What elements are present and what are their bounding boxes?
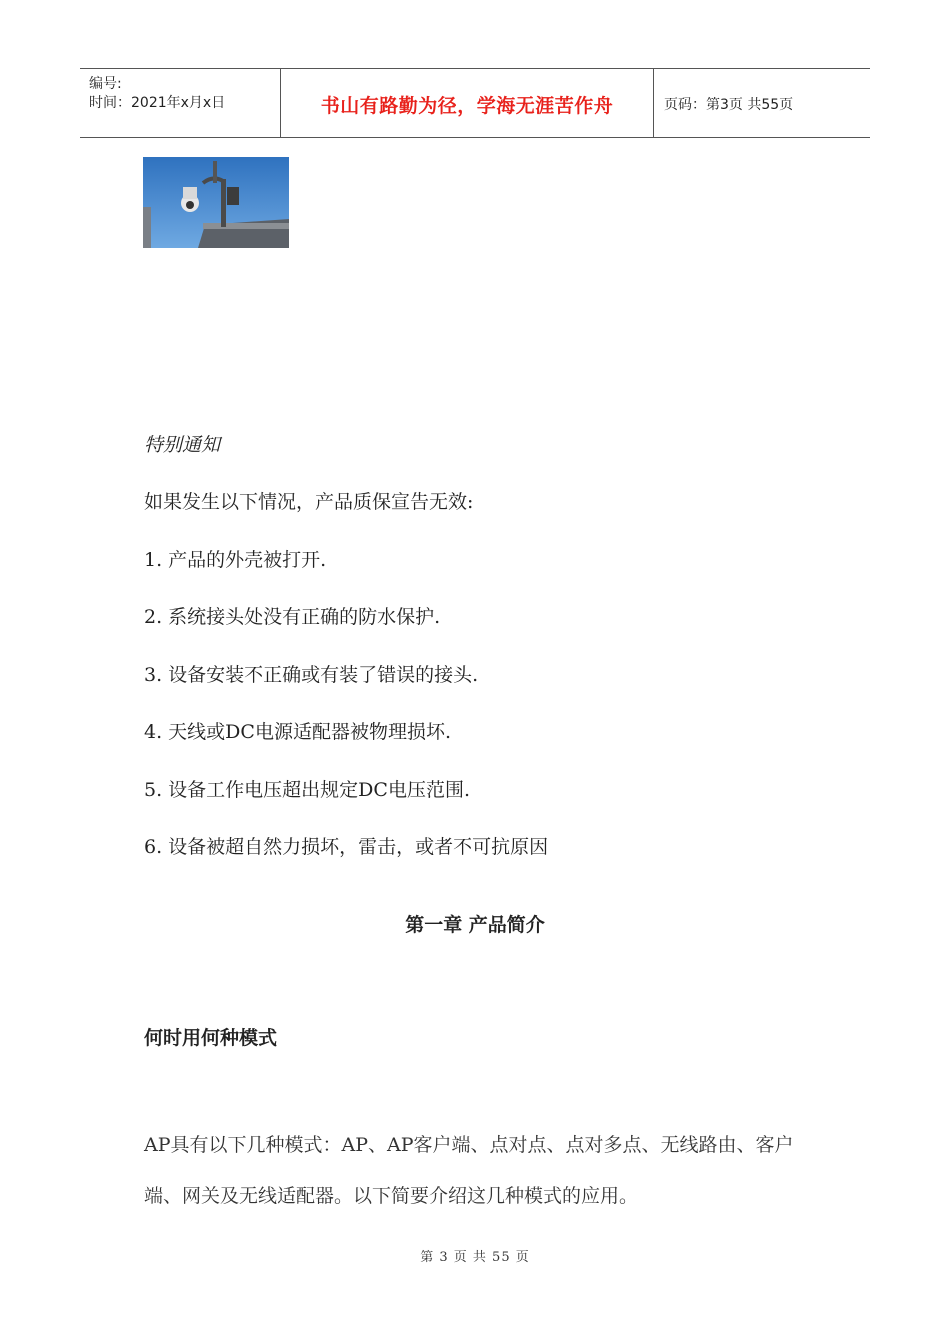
page-header (80, 68, 870, 138)
page-footer: 第 3 页 共 55 页 (420, 1250, 530, 1265)
notice-item: 2. 系统接头处没有正确的防水保护. (144, 606, 441, 628)
date-label: 时间：2021年x月x日 (89, 95, 226, 111)
notice-intro: 如果发生以下情况，产品质保宣告无效: (144, 491, 474, 513)
body-paragraph: AP具有以下几种模式：AP、AP客户端、点对点、点对多点、无线路由、客户端、网关及无线适配器。以下简要介绍这几种模式的应用。 (144, 1134, 794, 1207)
header-motto-cell (281, 69, 654, 137)
camera-photo (143, 157, 289, 248)
notice-title: 特别通知 (144, 434, 221, 456)
notice-item: 6. 设备被超自然力损坏，雷击，或者不可抗原因 (144, 836, 549, 858)
page-info: 页码：第3页 共55页 (664, 97, 794, 113)
notice-item: 4. 天线或DC电源适配器被物理损坏. (144, 721, 451, 743)
chapter-title: 第一章 产品简介 (405, 914, 545, 936)
serial-label: 编号: (89, 76, 122, 92)
notice-item: 3. 设备安装不正确或有装了错误的接头. (144, 664, 479, 686)
header-meta-cell (80, 69, 281, 137)
section-title: 何时用何种模式 (144, 1027, 278, 1049)
notice-item: 1. 产品的外壳被打开. (144, 549, 327, 571)
notice-item: 5. 设备工作电压超出规定DC电压范围. (144, 779, 470, 801)
motto: 书山有路勤为径，学海无涯苦作舟 (320, 95, 614, 117)
